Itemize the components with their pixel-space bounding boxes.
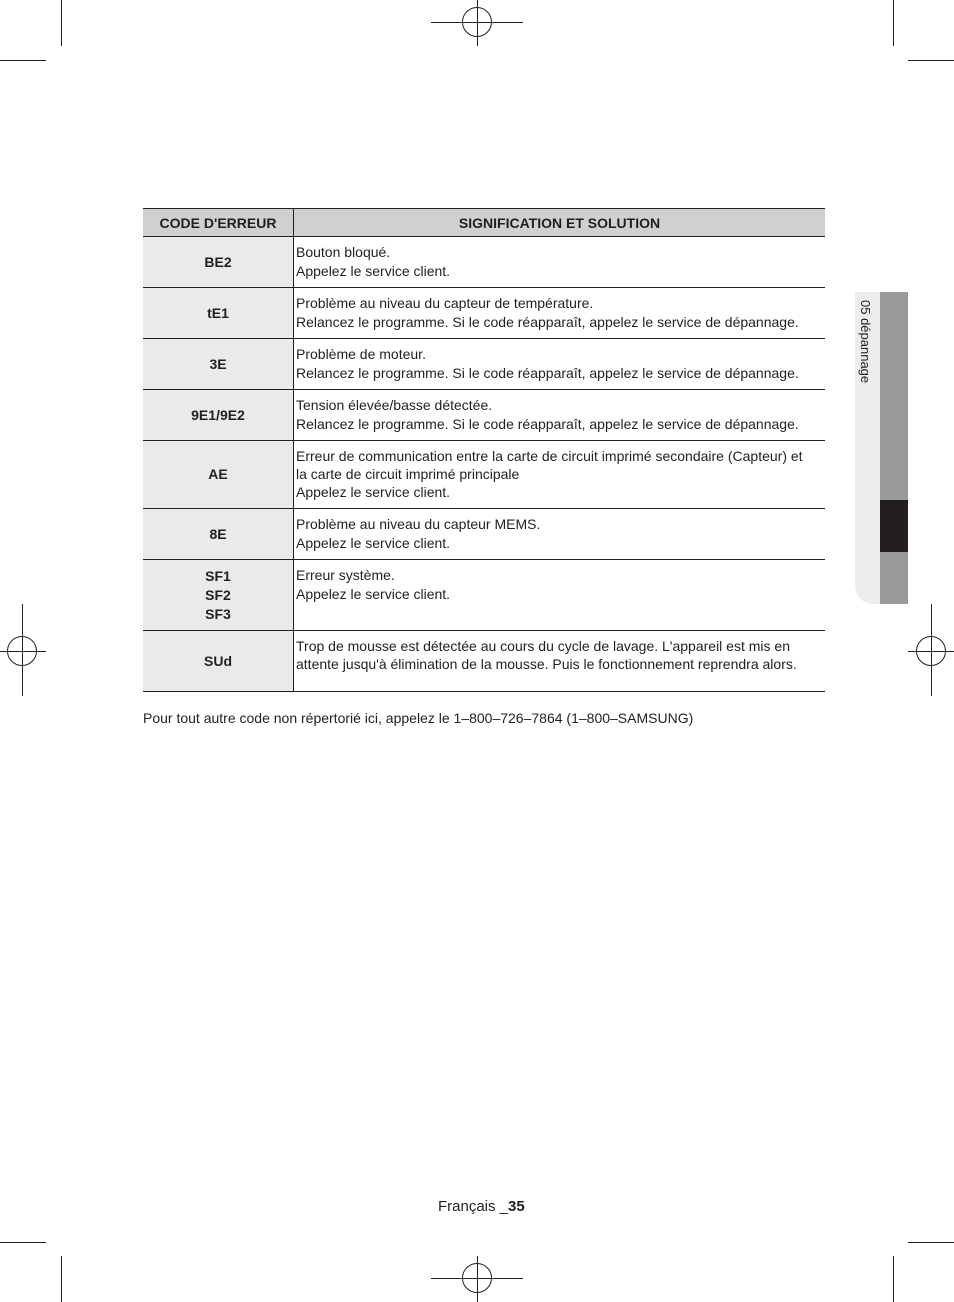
error-code: SF2	[205, 586, 231, 603]
chapter-tab-bar	[880, 552, 908, 604]
error-code: tE1	[207, 304, 229, 321]
registration-mark	[462, 7, 492, 37]
description-line: Erreur de communication entre la carte de circuit imprimé secondaire (Capteur) et la carte de circuit imprimé principale	[296, 448, 803, 482]
error-code: 9E1/9E2	[191, 406, 245, 423]
footnote: Pour tout autre code non répertorié ici, appelez le 1–800–726–7864 (1–800–SAMSUNG)	[143, 710, 694, 726]
table-row	[143, 441, 825, 509]
error-code: AE	[208, 466, 228, 482]
registration-mark	[462, 1263, 492, 1293]
description-line: Relancez le programme. Si le code réapparaît, appelez le service de dépannage.	[296, 416, 799, 432]
chapter-tab-active-marker	[880, 500, 908, 552]
crop-mark	[61, 1256, 62, 1302]
column-header-meaning: SIGNIFICATION ET SOLUTION	[294, 209, 826, 237]
description-cell	[294, 509, 826, 560]
description-line: Trop de mousse est détectée au cours du cycle de lavage. L'appareil est mis en attente jusqu'à élimination de la mousse. Puis le fonctionnement reprendra alors.	[296, 638, 797, 672]
error-code: SF1	[205, 567, 231, 584]
error-code: SUd	[204, 652, 232, 669]
description-cell	[294, 288, 826, 339]
description-line: Problème au niveau du capteur MEMS.	[296, 516, 541, 532]
crop-mark	[893, 0, 894, 46]
error-code-cell	[143, 509, 294, 560]
crop-mark	[0, 60, 46, 61]
page-number: 35	[508, 1198, 525, 1215]
registration-mark	[916, 636, 946, 666]
error-code-cell	[143, 631, 294, 692]
crop-mark	[893, 1256, 894, 1302]
table-row	[143, 237, 825, 288]
table-row	[143, 390, 825, 441]
description-line: Appelez le service client.	[296, 586, 451, 602]
error-code-cell	[143, 237, 294, 288]
description-line: Bouton bloqué.	[296, 244, 391, 260]
description-line: Appelez le service client.	[296, 263, 451, 279]
description-line: Appelez le service client.	[296, 484, 451, 500]
chapter-tab-bar	[880, 292, 908, 500]
crop-mark	[908, 60, 954, 61]
table-row	[143, 288, 825, 339]
description-cell	[294, 390, 826, 441]
error-code-cell	[143, 390, 294, 441]
description-line: Tension élevée/basse détectée.	[296, 397, 493, 413]
error-code-table	[143, 208, 825, 692]
description-line: Relancez le programme. Si le code réapparaît, appelez le service de dépannage.	[296, 365, 799, 381]
column-header-code: CODE D'ERREUR	[143, 209, 294, 237]
table-row	[143, 339, 825, 390]
crop-mark	[0, 1242, 46, 1243]
description-line: Relancez le programme. Si le code réapparaît, appelez le service de dépannage.	[296, 314, 799, 330]
table-row	[143, 509, 825, 560]
error-code-cell	[143, 288, 294, 339]
description-cell	[294, 631, 826, 692]
error-code: 8E	[209, 525, 227, 542]
error-code: SF3	[205, 605, 231, 622]
error-code: BE2	[204, 253, 232, 270]
description-cell	[294, 441, 826, 509]
description-line: Erreur système.	[296, 567, 395, 583]
page-footer	[438, 1198, 525, 1215]
table-row	[143, 560, 825, 631]
error-code-cell	[143, 441, 294, 509]
table-row	[143, 631, 825, 692]
error-code: 3E	[209, 355, 227, 372]
crop-mark	[908, 1242, 954, 1243]
description-cell	[294, 560, 826, 631]
description-cell	[294, 237, 826, 288]
description-cell	[294, 339, 826, 390]
crop-mark	[61, 0, 62, 46]
footer-language: Français _	[438, 1198, 509, 1215]
description-line: Problème au niveau du capteur de température.	[296, 295, 594, 311]
registration-mark	[7, 636, 37, 666]
chapter-tab-label: 05 dépannage	[858, 300, 873, 384]
error-code-cell	[143, 339, 294, 390]
table-header-row	[143, 209, 825, 237]
description-line: Problème de moteur.	[296, 346, 426, 362]
error-code-cell	[143, 560, 294, 631]
description-line: Appelez le service client.	[296, 535, 451, 551]
